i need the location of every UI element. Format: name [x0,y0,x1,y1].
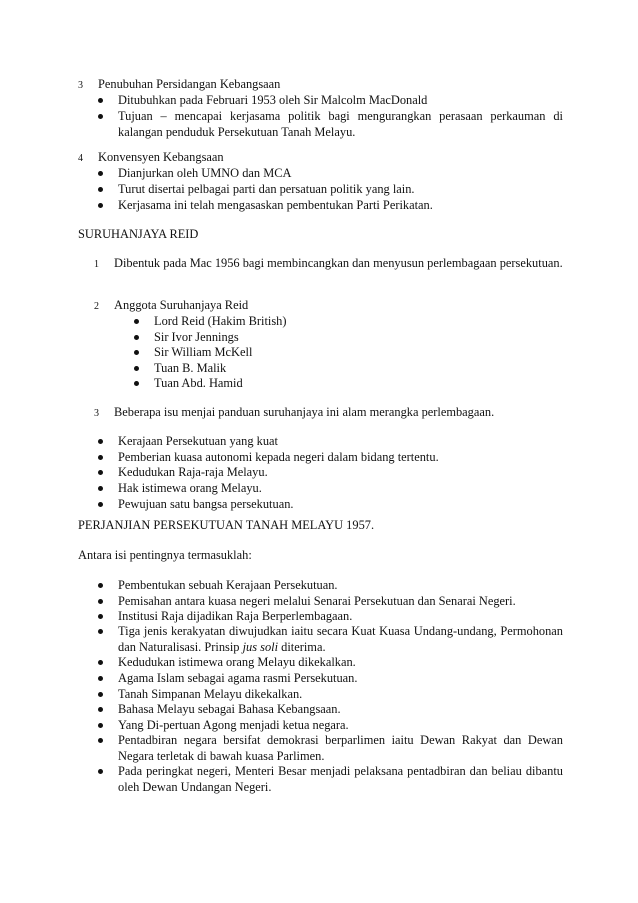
reid-item-2 [94,298,564,314]
item-number: 4 [78,153,83,164]
bullet-icon [98,738,103,743]
bullet-icon [134,350,139,355]
item-number: 3 [94,408,99,419]
bullet-icon [134,335,139,340]
item-title: Penubuhan Persidangan Kebangsaan [98,77,281,91]
bullet-icon [98,187,103,192]
bullet-icon [98,676,103,681]
bullet-icon [98,439,103,444]
bullet-icon [98,171,103,176]
bullet-icon [98,486,103,491]
document-page: 3 Penubuhan Persidangan Kebangsaan Ditubuhkan pada Februari 1953 oleh Sir Malcolm MacDonald Tujuan – mencapai kerjasama politik bagi mengurangkan perasaan perkauman di kalangan penduduk Persekutuan Tanah Melayu. 4 Konvensyen Kebangsaan Dianjurkan oleh UMNO dan MCA Turut disertai pelbagai parti dan persatuan politik yang lain. Kerjasama ini telah mengasaskan pembentukan Parti Perikatan. SURUHANJAYA REID 1 Dibentuk pada Mac 1956 bagi membincangkan dan menyusun perlembagaan persekutuan. 2 Anggota Suruhanjaya Reid Lord Reid (Hakim British) Sir Ivor Jennings Sir William McKell Tuan B. Malik Tuan Abd. Hamid 3 Beberapa isu menjai panduan suruhanjaya ini alam merangka perlembagaan. Kerajaan Persekutuan yang kuat Pemberian kuasa autonomi kepada negeri dalam bidang tertentu. Kedudukan Raja-raja Melayu. Hak istimewa orang Melayu. Pewujuan satu bangsa persekutuan. PERJANJIAN PERSEKUTUAN TANAH MELAYU 1957. Antara isi pentingnya termasuklah: Pembentukan sebuah Kerajaan Persekutuan. Pemisahan antara kuasa negeri melalui Senarai Persekutuan dan Senarai Negeri. Institusi Raja dijadikan Raja Berperlembagaan. Tiga jenis kerakyatan diwujudkan iaitu secara Kuat Kuasa Undang-undang, Permohonan dan Naturalisasi. Prinsip jus soli diterima. Kedudukan istimewa orang Melayu dikekalkan. Agama Islam sebagai agama rasmi Persekutuan. Tanah Simpanan Melayu dikekalkan. Bahasa Melayu sebagai Bahasa Kebangsaan. Yang Di-pertuan Agong menjadi ketua negara. Pentadbiran negara bersifat demokrasi berparlimen iaitu Dewan Rakyat dan Dewan Negara terletak di bawah kuasa Parlimen. Pada peringkat negeri, Menteri Besar menjadi pelaksana pentadbiran dan beliau dibantu oleh Dewan Undangan Negeri. [0,0,638,903]
bullet-icon [98,707,103,712]
jus-soli-italic: jus soli [242,639,279,654]
item-text: Dibentuk pada Mac 1956 bagi membincangkan dan menyusun perlembagaan persekutuan. [114,256,563,270]
bullet-icon [98,629,103,634]
bullet-icon [98,98,103,103]
bullet-icon [134,366,139,371]
section-konvensyen-kebangsaan [78,150,568,166]
item-number: 3 [78,80,83,91]
bullet-icon [98,203,103,208]
item-number: 1 [94,259,99,270]
bullet-icon [98,599,103,604]
section-penubuhan-persidangan [78,77,568,93]
item-title: Konvensyen Kebangsaan [98,150,224,164]
reid-item-3 [94,405,564,421]
bullet-icon [98,692,103,697]
reid-item-1 [94,256,564,290]
item-text: Beberapa isu menjai panduan suruhanjaya ini alam merangka perlembagaan. [114,405,495,419]
bullet-icon [98,583,103,588]
bullet-icon [134,381,139,386]
bullet-icon [98,502,103,507]
bullet-icon [98,614,103,619]
heading-perjanjian-persekutuan: PERJANJIAN PERSEKUTUAN TANAH MELAYU 1957. [78,518,375,532]
bullet-icon [134,319,139,324]
bullet-icon [98,114,103,119]
item-number: 2 [94,301,99,312]
bullet-icon [98,455,103,460]
bullet-icon [98,769,103,774]
bullet-icon [98,470,103,475]
bullet-icon [98,660,103,665]
intro-text: Antara isi pentingnya termasuklah: [78,548,252,562]
heading-suruhanjaya-reid: SURUHANJAYA REID [78,227,199,241]
bullet-icon [98,723,103,728]
item-text: Anggota Suruhanjaya Reid [114,298,249,312]
